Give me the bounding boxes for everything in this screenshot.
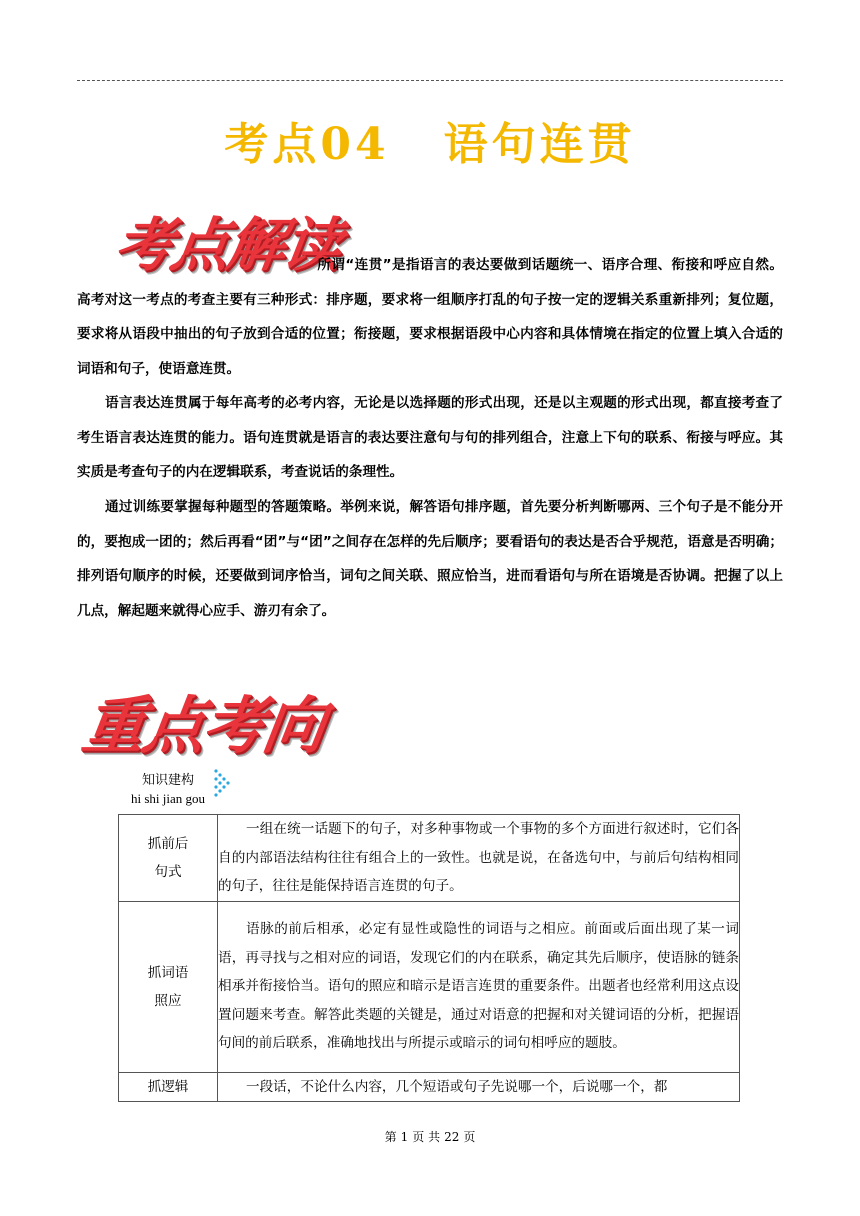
table-row <box>119 901 740 1072</box>
page-number: 1 <box>400 1130 409 1144</box>
row-body: 一段话，不论什么内容，几个短语或句子先说哪一个，后说哪一个，都 <box>218 1072 740 1102</box>
page-total: 22 <box>444 1130 460 1144</box>
row-head: 抓前后 句式 <box>119 815 218 902</box>
section-heading-zhongdian-kaoxiang: 重点考向 <box>78 689 329 762</box>
intro-paragraph-1: 所谓“连贯”是指语言的表达要做到话题统一、语序合理、衔接和呼应自然。高考对这一考点的考查主要有三种形式：排序题，要求将一组顺序打乱的句子按一定的逻辑关系重新排列；复位题，要求将从语段中抽出的句子放到合适的位置；衔接题，要求根据语段中心内容和具体情境在指定的位置上填入合适的词语和句子，使语意连贯。 <box>77 257 783 377</box>
strategy-table <box>118 814 740 1102</box>
knowledge-label <box>108 772 228 808</box>
row-head: 抓词语 照应 <box>119 901 218 1072</box>
knowledge-pinyin: hi shi jian gou <box>130 791 206 806</box>
row-body: 语脉的前后相承，必定有显性或隐性的词语与之相应。前面或后面出现了某一词语，再寻找与之相对应的词语，发现它们的内在联系，确定其先后顺序，使语脉的链条相承并衔接恰当。语句的照应和暗示是语言连贯的重要条件。出题者也经常利用这点设置问题来考查。解答此类题的关键是，通过对语意的把握和对关键词语的分析，把握语句间的前后联系，准确地找出与所提示或暗示的词句相呼应的题肢。 <box>218 901 740 1072</box>
page-footer: 第 1 页 共 22 页 <box>384 1130 476 1144</box>
table-row <box>119 815 740 902</box>
page-title <box>0 108 860 172</box>
section-heading-kaodian-jiedu: 考点解读 <box>110 211 345 279</box>
title-part1: 考点04 <box>224 119 390 170</box>
intro-paragraph-2: 语言表达连贯属于每年高考的必考内容，无论是以选择题的形式出现，还是以主观题的形式出现，都直接考查了考生语言表达连贯的能力。语句连贯就是语言的表达要注意句与句的排列组合，注意上下句的联系、衔接与呼应。其实质是考查句子的内在逻辑联系，考查说话的条理性。 <box>77 395 783 480</box>
header-rule <box>77 80 783 81</box>
row-body: 一组在统一话题下的句子，对多种事物或一个事物的多个方面进行叙述时，它们各自的内部语法结构往往有组合上的一致性。也就是说，在备选句中，与前后句结构相同的句子，往往是能保持语言连贯的句子。 <box>218 815 740 902</box>
knowledge-title: 知识建构 <box>141 773 194 788</box>
row-head: 抓逻辑 <box>119 1072 218 1102</box>
table-row <box>119 1072 740 1102</box>
intro-paragraph-3: 通过训练要掌握每种题型的答题策略。举例来说，解答语句排序题，首先要分析判断哪两、三个句子是不能分开的，要抱成一团的；然后再看“团”与“团”之间存在怎样的先后顺序；要看语句的表达是否合乎规范，语意是否明确；排列语句顺序的时候，还要做到词序恰当，词句之间关联、照应恰当，进而看语句与所在语境是否协调。把握了以上几点，解起题来就得心应手、游刃有余了。 <box>77 499 783 619</box>
chevron-arrow-icon <box>212 768 236 798</box>
title-part2: 语句连贯 <box>443 119 636 170</box>
